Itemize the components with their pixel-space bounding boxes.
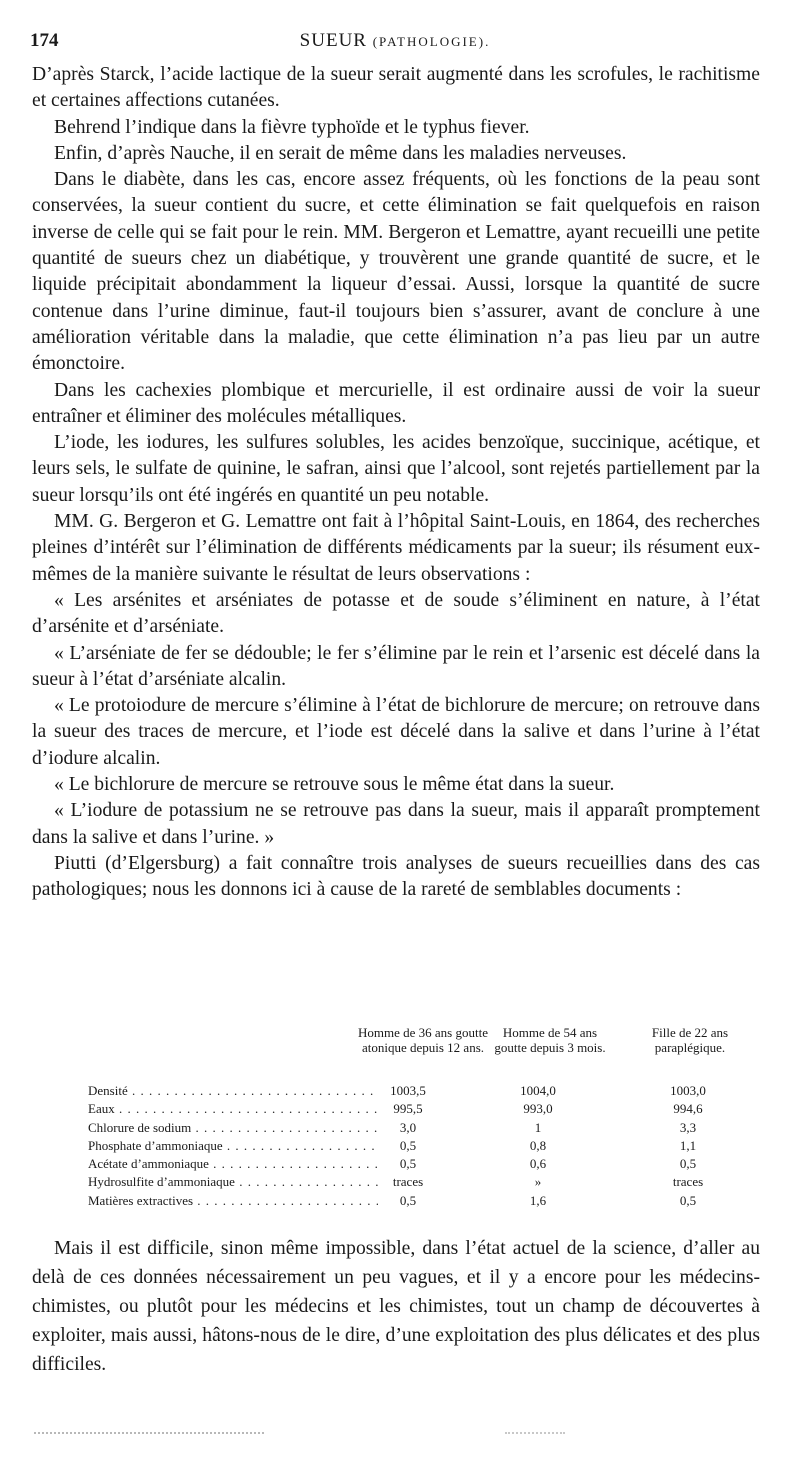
table-row xyxy=(88,1155,758,1173)
table-cell: 3,0 xyxy=(399,1119,417,1135)
table-cell: 1004,0 xyxy=(520,1083,556,1098)
quote-paragraph: « L’arséniate de fer se dédouble; le fer s’élimine par le rein et l’arsenic est décelé dans la sueur à l’état d’arséniate alcalin. xyxy=(32,642,760,690)
paragraph: Dans le diabète, dans les cas, encore assez fréquents, où les fonctions de la peau sont conservées, la sueur contient du sucre, et cette élimination se fait quelquefois en raison inverse de celle qui se fait pour le rein. MM. Bergeron et Lemattre, ayant recueilli une petite quantité de sueurs chez un diabétique, y trouvèrent une grande quantité de sucre, et le liquide précipitait abondamment la liqueur d’essai. Aussi, lorsque la quantité de sucre contenue dans l’urine diminue, faut-il toujours bien s’assurer, avant de conclure à une amélioration véritable dans la maladie, que cette élimination n’a pas lieu par un autre émonctoire. xyxy=(32,169,760,375)
row-label: Eaux . . . xyxy=(88,1100,378,1118)
paragraph: Piutti (d’Elgersburg) a fait connaître trois analyses de sueurs recueillies dans des cas pathologiques; nous les donnons ici à cause de la rareté de semblables documents : xyxy=(32,852,760,901)
column-header: Homme de 36 ans goutte atonique depuis 12 ans. xyxy=(358,1025,488,1055)
paragraph: D’après Starck, l’acide lactique de la sueur serait augmenté dans les scrofules, le rachitisme et certaines affections cutanées. xyxy=(32,64,760,112)
row-label: Hydrosulfite d’ammoniaque . . . xyxy=(88,1173,378,1191)
table-row xyxy=(88,1100,758,1118)
table-cell: 3,3 xyxy=(679,1119,697,1135)
paragraph: Enfin, d’après Nauche, il en serait de même dans les maladies nerveuses. xyxy=(54,142,627,164)
quote-paragraph: « L’iodure de potassium ne se retrouve pas dans la sueur, mais il apparaît promptement dans la salive et dans l’urine. » xyxy=(32,800,760,848)
body-text xyxy=(32,62,760,904)
quote-paragraph: « Le bichlorure de mercure se retrouve sous le même état dans la sueur. xyxy=(54,774,615,796)
quote-paragraph: « Le protoiodure de mercure s’élimine à l’état de bichlorure de mercure; on retrouve dans la sueur des traces de mercure, et l’iode est décelé dans la salive et dans l’urine à l’état d’iodure alcalin. xyxy=(32,695,760,769)
row-label: Phosphate d’ammoniaque . . . xyxy=(88,1137,378,1155)
table-cell: 994,6 xyxy=(673,1101,703,1117)
table-row xyxy=(88,1082,758,1100)
quote-paragraph: « Les arsénites et arséniates de potasse et de soude s’éliminent en nature, à l’état d’arsénite et d’arséniate. xyxy=(32,589,760,638)
table-cell: 0,5 xyxy=(399,1137,417,1153)
table-cell: 995,5 xyxy=(393,1101,423,1117)
row-label: Matières extractives . . . xyxy=(88,1192,378,1210)
table-row xyxy=(88,1119,758,1137)
paragraph: L’iode, les iodures, les sulfures solubles, les acides benzoïque, succinique, acétique, et leurs sels, le sulfate de quinine, le safran, ainsi que l’alcool, sont rejetés partiellement par la sueur lorsqu’ils ont été ingérés en quantité un peu notable. xyxy=(32,432,760,506)
running-title-main: SUEUR xyxy=(299,30,367,51)
table-header xyxy=(88,1026,758,1082)
table-row xyxy=(88,1192,758,1210)
column-header: Fille de 22 ans paraplégique. xyxy=(651,1025,729,1055)
table-cell: 1,6 xyxy=(529,1192,547,1208)
row-label: Densité . . . xyxy=(88,1082,378,1100)
table-cell: traces xyxy=(672,1174,704,1190)
closing-paragraph: Mais il est difficile, sinon même impossible, dans l’état actuel de la science, d’aller au delà de ces données nécessairement un peu vagues, et il y a encore pour les médecins-chimistes, ou plutôt pour les médecins et les chimistes, tout un champ de découvertes à exploiter, mais aussi, hâtons-nous de le dire, d’une exploitation des plus délicates et des plus difficiles. xyxy=(32,1238,760,1375)
table-cell: » xyxy=(534,1174,542,1190)
table-cell: 0,5 xyxy=(679,1192,697,1208)
paragraph: Behrend l’indique dans la fièvre typhoïde et le typhus fiever. xyxy=(54,116,530,138)
table-cell: 0,8 xyxy=(529,1137,547,1153)
analysis-table xyxy=(88,1026,758,1210)
table-cell: 0,5 xyxy=(399,1156,417,1172)
table-cell: 993,0 xyxy=(523,1101,553,1117)
table-cell: 0,5 xyxy=(399,1192,417,1208)
paragraph: MM. G. Bergeron et G. Lemattre ont fait à l’hôpital Saint-Louis, en 1864, des recherches pleines d’intérêt sur l’élimination de différents médicaments par la sueur; ils résument eux-mêmes de la manière suivante le résultat de leurs observations : xyxy=(32,511,760,585)
running-title xyxy=(30,30,760,52)
footer-divider xyxy=(505,1432,565,1434)
column-header: Homme de 54 ans goutte depuis 3 mois. xyxy=(494,1025,606,1055)
table-cell: 1 xyxy=(534,1119,542,1135)
table-cell: 1,1 xyxy=(679,1137,697,1153)
page-header xyxy=(30,30,760,60)
paragraph: Dans les cachexies plombique et mercurielle, il est ordinaire aussi de voir la sueur entraîner et éliminer des molécules métalliques. xyxy=(32,379,760,427)
row-label: Acétate d’ammoniaque . . . xyxy=(88,1155,378,1173)
row-label: Chlorure de sodium . . . xyxy=(88,1119,378,1137)
table-cell: 1003,0 xyxy=(670,1083,706,1098)
table-row xyxy=(88,1137,758,1155)
table-cell: 1003,5 xyxy=(390,1083,426,1098)
table-cell: 0,5 xyxy=(679,1156,697,1172)
page-number: 174 xyxy=(30,30,59,51)
running-title-sub: (PATHOLOGIE). xyxy=(372,34,491,49)
table-cell: 0,6 xyxy=(529,1156,547,1172)
table-row xyxy=(88,1173,758,1191)
footer-divider xyxy=(34,1432,264,1434)
table-cell: traces xyxy=(392,1174,424,1190)
